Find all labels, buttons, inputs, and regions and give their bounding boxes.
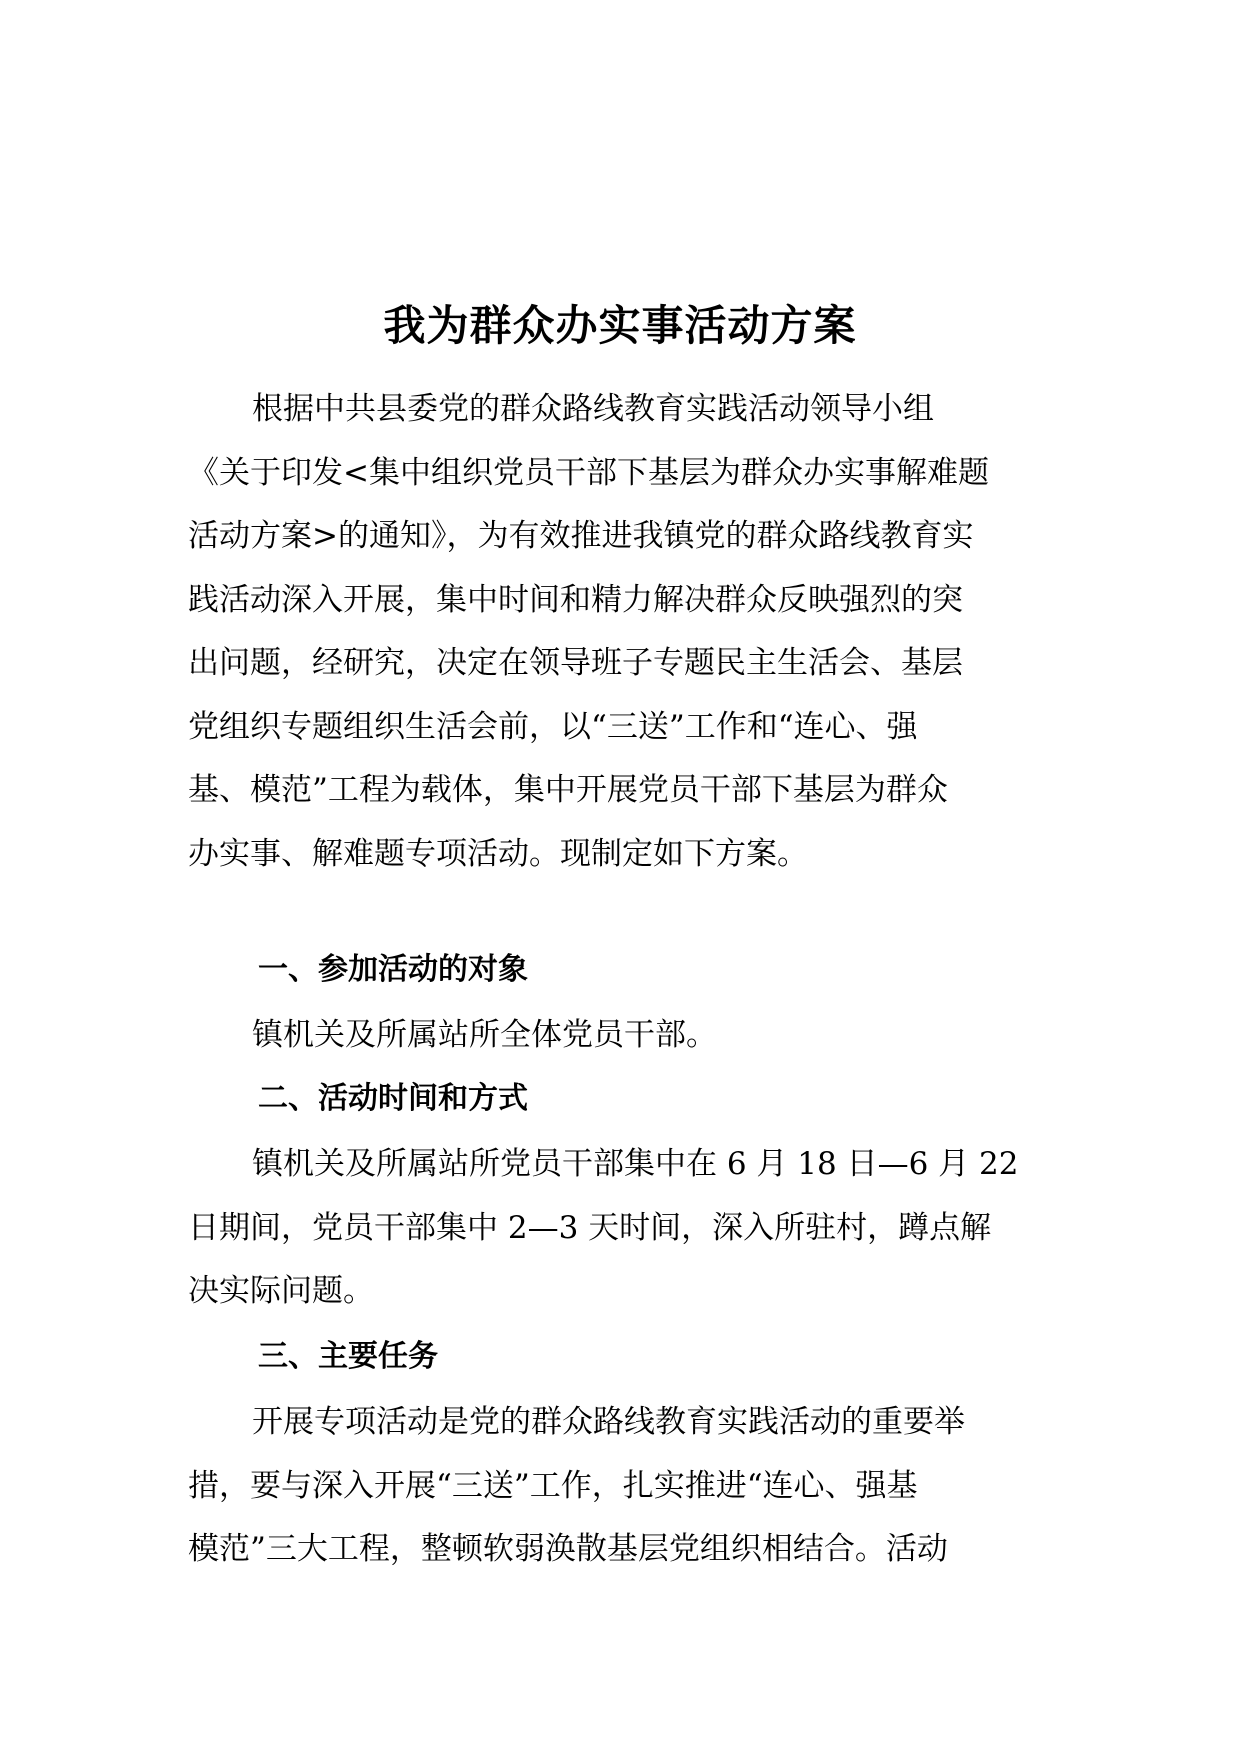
section-heading-1: 一、参加活动的对象 — [258, 952, 528, 987]
text-line: 模范”三大工程，整顿软弱涣散基层党组织相结合。活动 — [188, 1531, 948, 1567]
text-line: 镇机关及所属站所全体党员干部。 — [252, 1017, 717, 1053]
text-line: 措，要与深入开展“三送”工作，扎实推进“连心、强基 — [188, 1467, 918, 1504]
text-line: 决实际问题。 — [188, 1273, 374, 1309]
section-heading-2: 二、活动时间和方式 — [258, 1081, 528, 1116]
text-line: 出问题，经研究，决定在领导班子专题民主生活会、基层 — [188, 645, 963, 681]
section-1-paragraph — [188, 1004, 1052, 1068]
text-line: 践活动深入开展，集中时间和精力解决群众反映强烈的突 — [188, 581, 963, 618]
text-line: 日期间，党员干部集中 2—3 天时间，深入所驻村，蹲点解 — [188, 1209, 992, 1246]
section-2-paragraph — [188, 1133, 1052, 1324]
text-line: 办实事、解难题专项活动。现制定如下方案。 — [188, 835, 808, 872]
intro-paragraph — [188, 378, 1052, 886]
text-line: 党组织专题组织生活会前，以“三送”工作和“连心、强 — [188, 708, 918, 745]
text-line: 《关于印发<集中组织党员干部下基层为群众办实事解难题 — [188, 454, 989, 491]
text-line: 镇机关及所属站所党员干部集中在 6 月 18 日—6 月 22 — [252, 1146, 1019, 1182]
text-line: 基、模范”工程为载体，集中开展党员干部下基层为群众 — [188, 772, 948, 808]
text-line: 开展专项活动是党的群众路线教育实践活动的重要举 — [252, 1404, 965, 1440]
text-line: 根据中共县委党的群众路线教育实践活动领导小组 — [252, 391, 934, 427]
section-heading-3: 三、主要任务 — [258, 1339, 438, 1374]
section-3-paragraph — [188, 1391, 1052, 1582]
text-line: 活动方案>的通知》，为有效推进我镇党的群众路线教育实 — [188, 518, 974, 554]
document-title: 我为群众办实事活动方案 — [383, 301, 857, 350]
